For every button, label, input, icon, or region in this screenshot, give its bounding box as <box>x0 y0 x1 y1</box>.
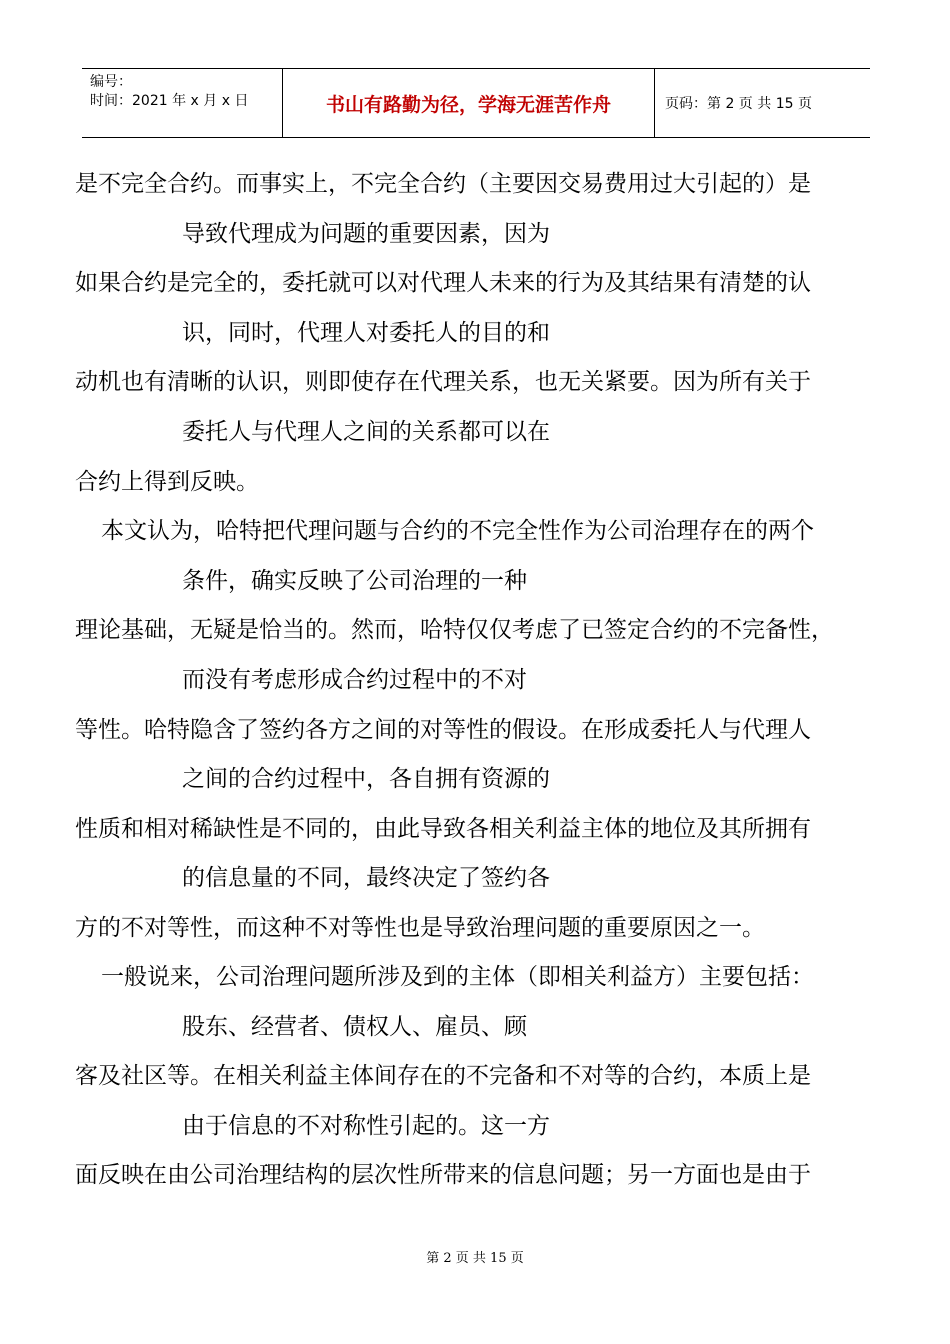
number-label: 编号： <box>90 74 132 90</box>
body-line: 如果合约是完全的，委托就可以对代理人未来的行为及其结果有清楚的认 <box>75 270 811 296</box>
header-meta-cell <box>82 69 283 137</box>
body-line: 客及社区等。在相关利益主体间存在的不完备和不对等的合约，本质上是 <box>75 1063 811 1089</box>
body-line: 的信息量的不同，最终决定了签约各 <box>182 865 550 891</box>
body-line: 而没有考虑形成合约过程中的不对 <box>182 667 527 693</box>
body-line: 导致代理成为问题的重要因素，因为 <box>182 221 550 247</box>
body-line: 合约上得到反映。 <box>75 469 259 495</box>
body-line: 理论基础，无疑是恰当的。然而，哈特仅仅考虑了已签定合约的不完备性， <box>75 617 834 643</box>
body-line: 动机也有清晰的认识，则即使存在代理关系，也无关紧要。因为所有关于 <box>75 369 811 395</box>
body-line: 面反映在由公司治理结构的层次性所带来的信息问题；另一方面也是由于 <box>75 1162 811 1188</box>
body-line: 股东、经营者、债权人、雇员、顾 <box>182 1014 527 1040</box>
time-label: 时间：2021 年 x 月 x 日 <box>90 93 249 109</box>
header-motto-cell <box>283 69 655 137</box>
body-line: 之间的合约过程中，各自拥有资源的 <box>182 766 550 792</box>
page-footer: 第 2 页 共 15 页 <box>426 1251 524 1266</box>
body-line: 本文认为，哈特把代理问题与合约的不完全性作为公司治理存在的两个 <box>101 518 814 544</box>
motto-text: 书山有路勤为径，学海无涯苦作舟 <box>325 93 611 116</box>
page-header-table <box>82 68 870 138</box>
body-line: 是不完全合约。而事实上，不完全合约（主要因交易费用过大引起的）是 <box>75 171 811 197</box>
body-line: 一般说来，公司治理问题所涉及到的主体（即相关利益方）主要包括： <box>101 964 814 990</box>
body-line: 方的不对等性，而这种不对等性也是导致治理问题的重要原因之一。 <box>75 915 765 941</box>
body-line: 等性。哈特隐含了签约各方之间的对等性的假设。在形成委托人与代理人 <box>75 717 811 743</box>
body-line: 识，同时，代理人对委托人的目的和 <box>182 320 550 346</box>
body-line: 由于信息的不对称性引起的。这一方 <box>182 1113 550 1139</box>
page-info: 页码：第 2 页 共 15 页 <box>665 96 812 112</box>
header-page-cell <box>655 69 870 137</box>
body-line: 性质和相对稀缺性是不同的，由此导致各相关利益主体的地位及其所拥有 <box>75 816 811 842</box>
body-line: 委托人与代理人之间的关系都可以在 <box>182 419 550 445</box>
body-line: 条件，确实反映了公司治理的一种 <box>182 568 527 594</box>
